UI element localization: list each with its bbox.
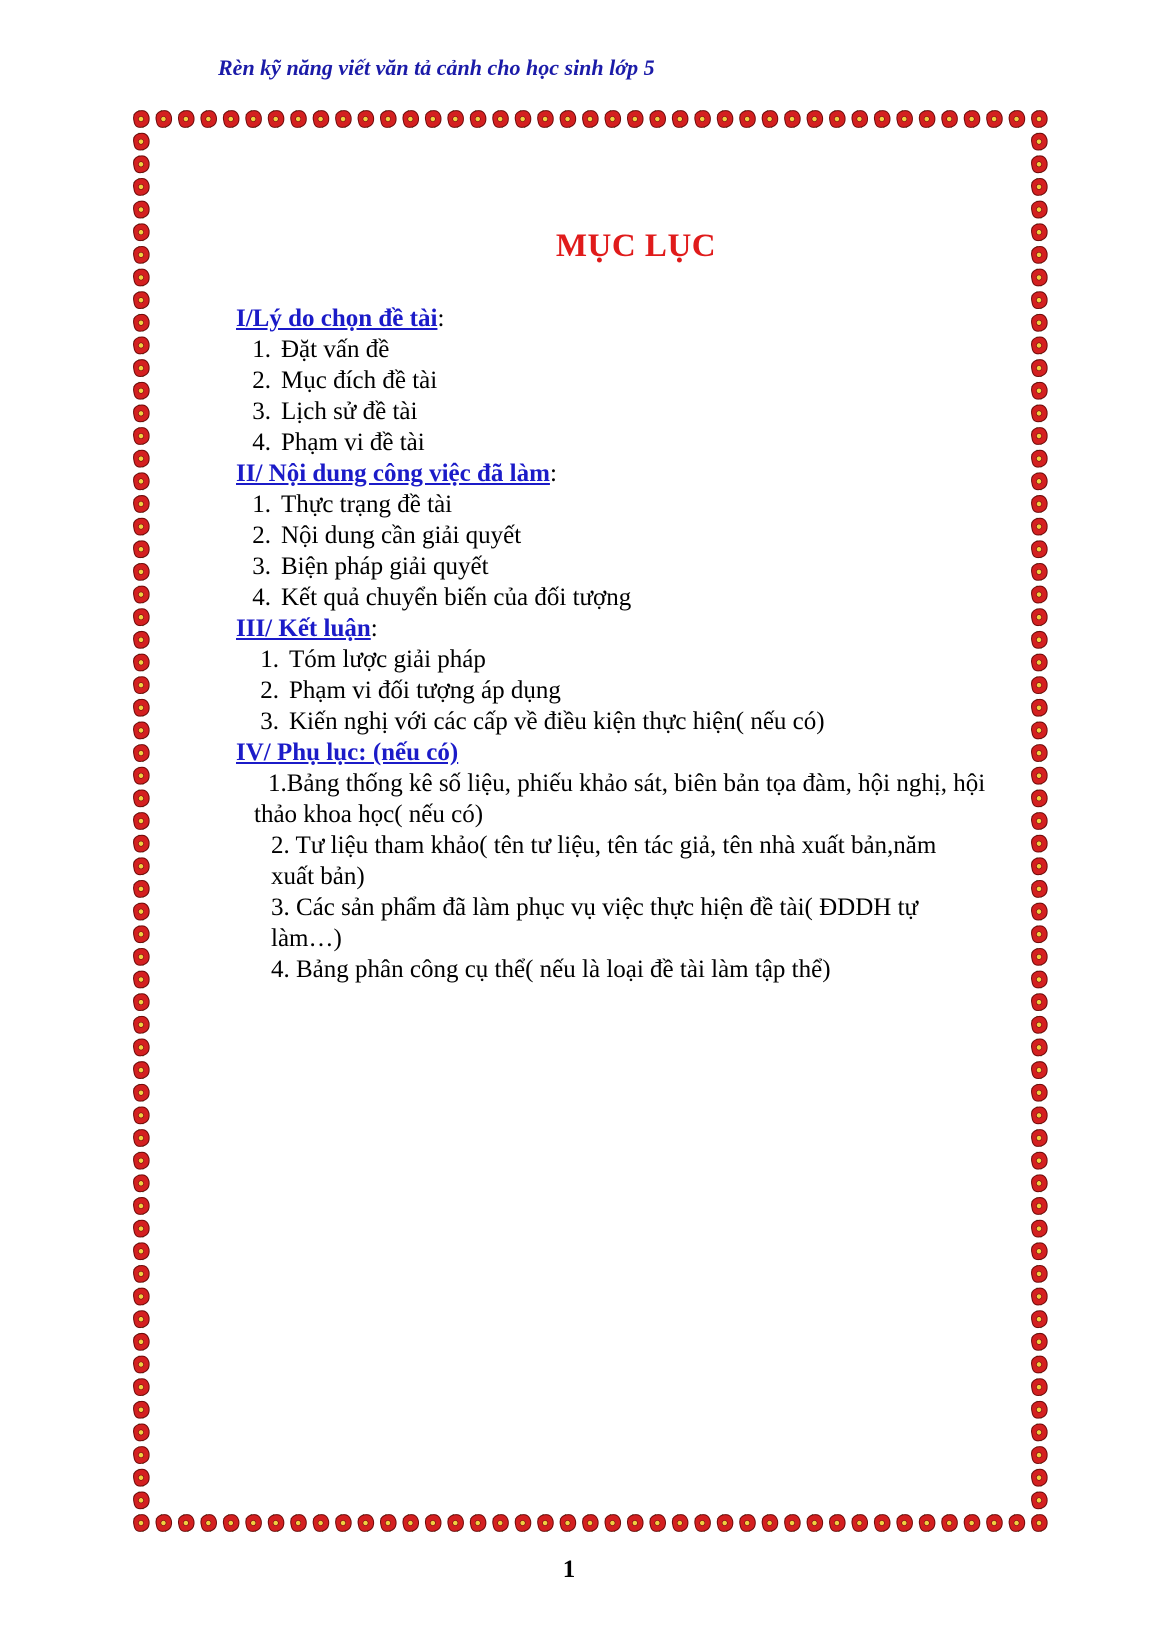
border-flower-icon bbox=[1031, 1152, 1047, 1170]
border-flower-icon bbox=[1031, 223, 1047, 241]
border-flower-icon bbox=[290, 1514, 306, 1532]
border-flower-icon bbox=[133, 314, 149, 332]
border-flower-icon bbox=[1031, 812, 1047, 830]
border-flower-icon bbox=[133, 1197, 149, 1215]
appendix-item: 1.Bảng thống kê số liệu, phiếu khảo sát, biên bản tọa đàm, hội nghị, hội thảo khoa học( nếu có) bbox=[254, 770, 986, 828]
border-flower-icon bbox=[133, 586, 149, 604]
border-flower-icon bbox=[986, 1514, 1002, 1532]
border-flower-icon bbox=[402, 110, 418, 128]
border-flower-icon bbox=[1031, 835, 1047, 853]
border-flower-icon bbox=[133, 1061, 149, 1079]
border-flower-icon bbox=[133, 1355, 149, 1373]
section-items bbox=[236, 644, 1026, 737]
border-flower-icon bbox=[133, 971, 149, 989]
item-text: Kiến nghị với các cấp về điều kiện thực hiện( nếu có) bbox=[289, 708, 825, 735]
item-number: 4. bbox=[252, 429, 271, 456]
border-flower-icon bbox=[133, 1514, 149, 1532]
border-flower-icon bbox=[133, 880, 149, 898]
border-flower-icon bbox=[470, 110, 486, 128]
border-flower-icon bbox=[133, 925, 149, 943]
border-flower-icon bbox=[335, 1514, 351, 1532]
border-flower-icon bbox=[133, 1310, 149, 1328]
border-flower-icon bbox=[784, 1514, 800, 1532]
border-flower-icon bbox=[1031, 178, 1047, 196]
border-flower-icon bbox=[1031, 563, 1047, 581]
list-item bbox=[236, 489, 1026, 520]
border-flower-icon bbox=[964, 110, 980, 128]
table-of-contents bbox=[236, 228, 1026, 985]
item-text: Phạm vi đối tượng áp dụng bbox=[289, 677, 561, 704]
border-flower-icon bbox=[1031, 586, 1047, 604]
border-flower-icon bbox=[133, 1242, 149, 1260]
border-flower-icon bbox=[133, 1491, 149, 1509]
section-heading bbox=[236, 737, 1026, 768]
item-text: Biện pháp giải quyết bbox=[281, 553, 489, 580]
border-flower-icon bbox=[425, 1514, 441, 1532]
border-flower-icon bbox=[941, 110, 957, 128]
border-flower-icon bbox=[874, 110, 890, 128]
border-flower-icon bbox=[829, 1514, 845, 1532]
item-text: Tóm lược giải pháp bbox=[289, 646, 486, 673]
border-flower-icon bbox=[986, 110, 1002, 128]
border-flower-icon bbox=[627, 1514, 643, 1532]
border-flower-icon bbox=[1031, 857, 1047, 875]
border-flower-icon bbox=[1031, 1084, 1047, 1102]
border-flower-icon bbox=[874, 1514, 890, 1532]
border-flower-icon bbox=[223, 110, 239, 128]
item-text: Lịch sử đề tài bbox=[281, 398, 418, 425]
border-flower-icon bbox=[1031, 903, 1047, 921]
section-heading-link[interactable]: I/Lý do chọn đề tài bbox=[236, 305, 438, 332]
border-flower-icon bbox=[133, 427, 149, 445]
border-flower-icon bbox=[133, 201, 149, 219]
border-flower-icon bbox=[560, 1514, 576, 1532]
border-flower-icon bbox=[133, 1016, 149, 1034]
border-flower-icon bbox=[1031, 133, 1047, 151]
item-number: 1. bbox=[252, 491, 271, 518]
item-text: Nội dung cần giải quyết bbox=[281, 522, 522, 549]
heading-colon: : bbox=[549, 460, 557, 487]
border-flower-icon bbox=[1031, 1333, 1047, 1351]
border-flower-icon bbox=[133, 1038, 149, 1056]
border-flower-icon bbox=[1031, 518, 1047, 536]
list-item bbox=[236, 675, 1026, 706]
border-flower-icon bbox=[133, 291, 149, 309]
list-item bbox=[236, 582, 1026, 613]
border-flower-icon bbox=[1031, 1378, 1047, 1396]
border-flower-icon bbox=[582, 1514, 598, 1532]
border-flower-icon bbox=[133, 336, 149, 354]
border-flower-icon bbox=[1031, 1016, 1047, 1034]
page-number bbox=[0, 1556, 1158, 1584]
border-flower-icon bbox=[133, 1333, 149, 1351]
border-flower-icon bbox=[515, 110, 531, 128]
appendix-item: 2. Tư liệu tham khảo( tên tư liệu, tên tác giả, tên nhà xuất bản,năm xuất bản) bbox=[271, 832, 937, 890]
border-flower-icon bbox=[1031, 608, 1047, 626]
border-flower-icon bbox=[1031, 1491, 1047, 1509]
border-flower-icon bbox=[133, 857, 149, 875]
border-flower-icon bbox=[133, 359, 149, 377]
item-text: Mục đích đề tài bbox=[281, 367, 438, 394]
list-item bbox=[236, 427, 1026, 458]
list-item bbox=[236, 365, 1026, 396]
border-flower-icon bbox=[919, 1514, 935, 1532]
border-flower-icon bbox=[717, 110, 733, 128]
border-flower-icon bbox=[1031, 1265, 1047, 1283]
border-flower-icon bbox=[133, 1174, 149, 1192]
border-flower-icon bbox=[762, 110, 778, 128]
border-flower-icon bbox=[1031, 201, 1047, 219]
border-flower-icon bbox=[133, 1265, 149, 1283]
border-flower-icon bbox=[133, 789, 149, 807]
border-flower-icon bbox=[133, 1129, 149, 1147]
border-flower-icon bbox=[829, 110, 845, 128]
border-flower-icon bbox=[1031, 291, 1047, 309]
border-flower-icon bbox=[133, 721, 149, 739]
border-flower-icon bbox=[290, 110, 306, 128]
section-1 bbox=[236, 303, 1026, 458]
border-flower-icon bbox=[1031, 1220, 1047, 1238]
border-flower-icon bbox=[1031, 540, 1047, 558]
border-flower-icon bbox=[1031, 1174, 1047, 1192]
border-flower-icon bbox=[133, 903, 149, 921]
border-flower-icon bbox=[919, 110, 935, 128]
border-flower-icon bbox=[1031, 1129, 1047, 1147]
border-flower-icon bbox=[380, 110, 396, 128]
border-flower-icon bbox=[133, 518, 149, 536]
border-flower-icon bbox=[672, 1514, 688, 1532]
border-flower-icon bbox=[604, 1514, 620, 1532]
border-flower-icon bbox=[268, 110, 284, 128]
item-number: 3. bbox=[252, 553, 271, 580]
border-flower-icon bbox=[739, 110, 755, 128]
border-flower-icon bbox=[133, 1401, 149, 1419]
border-flower-icon bbox=[1031, 1061, 1047, 1079]
border-flower-icon bbox=[1031, 1469, 1047, 1487]
border-flower-icon bbox=[1031, 1446, 1047, 1464]
border-flower-icon bbox=[717, 1514, 733, 1532]
border-flower-icon bbox=[133, 450, 149, 468]
item-number: 2. bbox=[252, 367, 271, 394]
section-heading bbox=[236, 458, 1026, 489]
border-flower-icon bbox=[807, 110, 823, 128]
border-flower-icon bbox=[178, 1514, 194, 1532]
border-flower-icon bbox=[133, 382, 149, 400]
border-flower-icon bbox=[133, 472, 149, 490]
border-flower-icon bbox=[133, 1423, 149, 1441]
border-flower-icon bbox=[133, 744, 149, 762]
border-flower-icon bbox=[851, 1514, 867, 1532]
page-number-text: 1 bbox=[562, 1556, 576, 1583]
appendix-item: 4. Bảng phân công cụ thể( nếu là loại đề tài làm tập thể) bbox=[271, 956, 831, 983]
border-flower-icon bbox=[1031, 472, 1047, 490]
border-flower-icon bbox=[133, 1446, 149, 1464]
border-flower-icon bbox=[358, 110, 374, 128]
section-4 bbox=[236, 737, 1026, 985]
border-flower-icon bbox=[133, 1288, 149, 1306]
border-flower-icon bbox=[1031, 110, 1047, 128]
item-text: Đặt vấn đề bbox=[281, 336, 390, 363]
border-flower-icon bbox=[133, 676, 149, 694]
border-flower-icon bbox=[537, 110, 553, 128]
section-items bbox=[236, 334, 1026, 458]
border-flower-icon bbox=[515, 1514, 531, 1532]
border-flower-icon bbox=[133, 608, 149, 626]
border-flower-icon bbox=[1031, 1106, 1047, 1124]
border-flower-icon bbox=[1009, 1514, 1025, 1532]
item-number: 2. bbox=[252, 522, 271, 549]
border-flower-icon bbox=[896, 1514, 912, 1532]
border-flower-icon bbox=[133, 699, 149, 717]
border-flower-icon bbox=[1031, 336, 1047, 354]
border-flower-icon bbox=[133, 495, 149, 513]
border-flower-icon bbox=[1031, 789, 1047, 807]
heading-colon: : bbox=[370, 615, 378, 642]
list-item bbox=[236, 334, 1026, 365]
border-flower-icon bbox=[133, 1469, 149, 1487]
border-flower-icon bbox=[1031, 1197, 1047, 1215]
list-item bbox=[236, 551, 1026, 582]
border-flower-icon bbox=[133, 767, 149, 785]
border-flower-icon bbox=[1031, 450, 1047, 468]
border-flower-icon bbox=[537, 1514, 553, 1532]
border-flower-icon bbox=[133, 1106, 149, 1124]
list-item bbox=[236, 644, 1026, 675]
border-flower-icon bbox=[200, 110, 216, 128]
border-flower-icon bbox=[245, 1514, 261, 1532]
border-flower-icon bbox=[133, 812, 149, 830]
border-flower-icon bbox=[941, 1514, 957, 1532]
border-flower-icon bbox=[133, 948, 149, 966]
border-flower-icon bbox=[1031, 382, 1047, 400]
border-flower-icon bbox=[1031, 1038, 1047, 1056]
border-flower-icon bbox=[1031, 880, 1047, 898]
border-flower-icon bbox=[335, 110, 351, 128]
item-number: 1. bbox=[252, 336, 271, 363]
border-flower-icon bbox=[133, 223, 149, 241]
border-flower-icon bbox=[694, 110, 710, 128]
border-flower-icon bbox=[784, 110, 800, 128]
border-flower-icon bbox=[133, 1220, 149, 1238]
border-flower-icon bbox=[447, 110, 463, 128]
border-flower-icon bbox=[1031, 631, 1047, 649]
border-flower-icon bbox=[1031, 1423, 1047, 1441]
border-flower-icon bbox=[1031, 495, 1047, 513]
page-title: MỤC LỤC bbox=[555, 228, 717, 264]
item-number: 1. bbox=[260, 646, 279, 673]
border-flower-icon bbox=[1031, 359, 1047, 377]
border-flower-icon bbox=[133, 653, 149, 671]
border-flower-icon bbox=[1031, 993, 1047, 1011]
border-flower-icon bbox=[245, 110, 261, 128]
border-flower-icon bbox=[1031, 721, 1047, 739]
border-flower-icon bbox=[133, 246, 149, 264]
section-heading-link[interactable]: II/ Nội dung công việc đã làm bbox=[236, 460, 550, 487]
border-flower-icon bbox=[964, 1514, 980, 1532]
border-flower-icon bbox=[155, 1514, 171, 1532]
border-flower-icon bbox=[1031, 1288, 1047, 1306]
border-flower-icon bbox=[133, 631, 149, 649]
border-flower-icon bbox=[155, 110, 171, 128]
border-flower-icon bbox=[133, 155, 149, 173]
border-flower-icon bbox=[1031, 1514, 1047, 1532]
section-heading bbox=[236, 303, 1026, 334]
section-items bbox=[236, 489, 1026, 613]
border-flower-icon bbox=[492, 1514, 508, 1532]
border-flower-icon bbox=[627, 110, 643, 128]
item-text: Phạm vi đề tài bbox=[281, 429, 425, 456]
border-flower-icon bbox=[133, 835, 149, 853]
border-flower-icon bbox=[694, 1514, 710, 1532]
border-flower-icon bbox=[133, 993, 149, 1011]
border-flower-icon bbox=[425, 110, 441, 128]
list-item bbox=[236, 706, 1026, 737]
border-flower-icon bbox=[1031, 246, 1047, 264]
border-flower-icon bbox=[313, 110, 329, 128]
border-flower-icon bbox=[1031, 676, 1047, 694]
border-flower-icon bbox=[851, 110, 867, 128]
border-flower-icon bbox=[133, 1152, 149, 1170]
border-flower-icon bbox=[1031, 925, 1047, 943]
border-flower-icon bbox=[133, 1084, 149, 1102]
border-flower-icon bbox=[1031, 269, 1047, 287]
border-flower-icon bbox=[1031, 1401, 1047, 1419]
border-flower-icon bbox=[447, 1514, 463, 1532]
section-heading bbox=[236, 613, 1026, 644]
border-flower-icon bbox=[582, 110, 598, 128]
border-flower-icon bbox=[1031, 653, 1047, 671]
item-number: 4. bbox=[252, 584, 271, 611]
border-flower-icon bbox=[649, 1514, 665, 1532]
list-item bbox=[236, 396, 1026, 427]
border-flower-icon bbox=[133, 563, 149, 581]
section-heading-link[interactable]: III/ Kết luận bbox=[236, 615, 371, 642]
border-flower-icon bbox=[1031, 948, 1047, 966]
border-flower-icon bbox=[1031, 744, 1047, 762]
section-heading-link[interactable]: IV/ Phụ lục: (nếu có) bbox=[236, 739, 459, 766]
item-number: 2. bbox=[260, 677, 279, 704]
heading-colon: : bbox=[437, 305, 445, 332]
border-flower-icon bbox=[1031, 314, 1047, 332]
border-flower-icon bbox=[133, 133, 149, 151]
item-text: Kết quả chuyển biến của đối tượng bbox=[281, 584, 632, 611]
border-flower-icon bbox=[133, 269, 149, 287]
border-flower-icon bbox=[133, 178, 149, 196]
border-flower-icon bbox=[807, 1514, 823, 1532]
item-number: 3. bbox=[252, 398, 271, 425]
border-flower-icon bbox=[380, 1514, 396, 1532]
border-flower-icon bbox=[133, 110, 149, 128]
border-flower-icon bbox=[223, 1514, 239, 1532]
border-flower-icon bbox=[268, 1514, 284, 1532]
border-flower-icon bbox=[313, 1514, 329, 1532]
border-flower-icon bbox=[739, 1514, 755, 1532]
border-flower-icon bbox=[178, 110, 194, 128]
section-3 bbox=[236, 613, 1026, 737]
border-flower-icon bbox=[1031, 404, 1047, 422]
border-flower-icon bbox=[200, 1514, 216, 1532]
border-flower-icon bbox=[762, 1514, 778, 1532]
running-header: Rèn kỹ năng viết văn tả cảnh cho học sinh lớp 5 bbox=[218, 55, 655, 80]
item-number: 3. bbox=[260, 708, 279, 735]
list-item bbox=[236, 520, 1026, 551]
border-flower-icon bbox=[1031, 699, 1047, 717]
border-flower-icon bbox=[492, 110, 508, 128]
border-flower-icon bbox=[1031, 427, 1047, 445]
border-flower-icon bbox=[1031, 971, 1047, 989]
border-flower-icon bbox=[1009, 110, 1025, 128]
appendix-item: 3. Các sản phẩm đã làm phục vụ việc thực hiện đề tài( ĐDDH tự làm…) bbox=[271, 894, 919, 952]
border-flower-icon bbox=[560, 110, 576, 128]
border-flower-icon bbox=[896, 110, 912, 128]
border-flower-icon bbox=[358, 1514, 374, 1532]
border-flower-icon bbox=[402, 1514, 418, 1532]
item-text: Thực trạng đề tài bbox=[281, 491, 453, 518]
border-flower-icon bbox=[1031, 767, 1047, 785]
border-flower-icon bbox=[133, 1378, 149, 1396]
border-flower-icon bbox=[1031, 1355, 1047, 1373]
section-2 bbox=[236, 458, 1026, 613]
border-flower-icon bbox=[604, 110, 620, 128]
border-flower-icon bbox=[133, 540, 149, 558]
border-flower-icon bbox=[1031, 155, 1047, 173]
border-flower-icon bbox=[1031, 1242, 1047, 1260]
border-flower-icon bbox=[672, 110, 688, 128]
border-flower-icon bbox=[133, 404, 149, 422]
border-flower-icon bbox=[470, 1514, 486, 1532]
border-flower-icon bbox=[649, 110, 665, 128]
border-flower-icon bbox=[1031, 1310, 1047, 1328]
